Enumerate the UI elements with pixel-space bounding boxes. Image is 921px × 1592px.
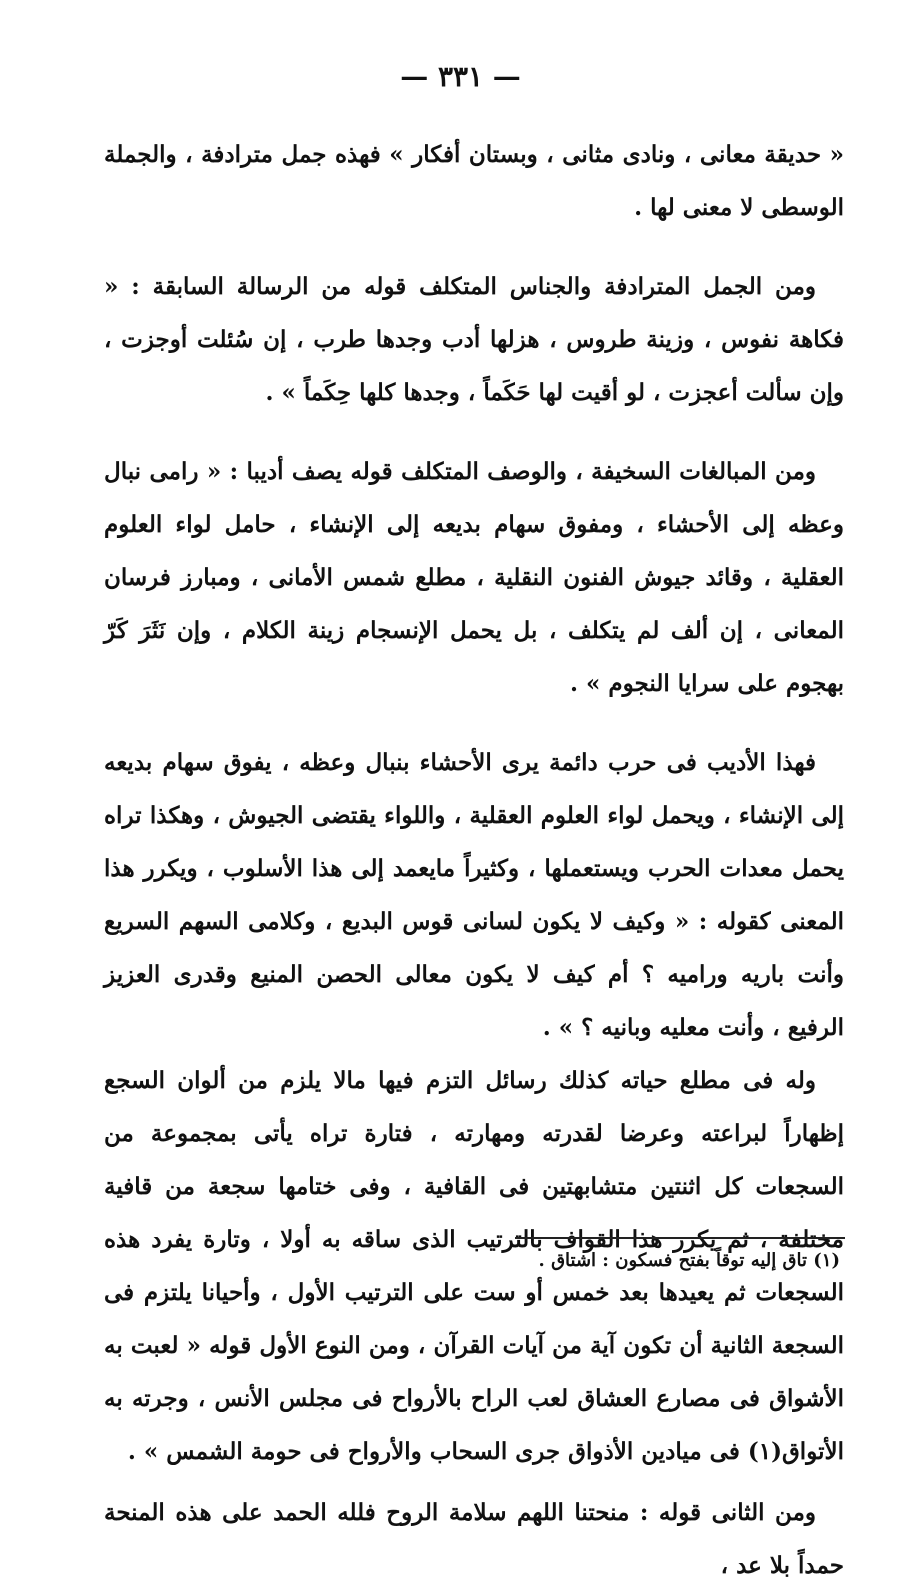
- paragraph-2: ومن الجمل المترادفة والجناس المتكلف قوله من الرسالة السابقة : « فكاهة نفوس ، وزينة طروس ، هزلها أدب وجدها طرب ، إن سُئلت أوجزت ، وإن سألت أعجزت ، لو أقيت لها حَكَماً ، وجدها كلها حِكَماً » .: [104, 273, 844, 406]
- body-text: [104, 128, 844, 1592]
- paragraph-5: وله فى مطلع حياته كذلك رسائل التزم فيها مالا يلزم من ألوان السجع إظهاراً لبراعته وعرضا لقدرته ومهارته ، فتارة تراه يأتى بمجموعة من السجعات كل اثنتين متشابهتين فى القافية ، وفى ختامها سجعة من قافية مختلفة ، ثم يكرر هذا القواف بالترتيب الذى ساقه به أولا ، وتارة يفرد هذه السجعات ثم يعيدها بعد خمس أو ست على الترتيب الأول ، وأحيانا يلتزم فى السجعة الثانية أن تكون آية من آيات القرآن ، ومن النوع الأول قوله « لعبت به الأشواق فى مصارع العشاق لعب الراح بالأرواح فى مجلس الأنس ، وجرته به الأتواق(١) فى ميادين الأذواق جرى السحاب والأرواح فى حومة الشمس » .: [104, 1067, 844, 1465]
- paragraph-4: فهذا الأديب فى حرب دائمة يرى الأحشاء بنبال وعظه ، يفوق سهام بديعه إلى الإنشاء ، ويحمل لواء العلوم العقلية ، واللواء يقتضى الجيوش ، وهكذا تراه يحمل معدات الحرب ويستعملها ، وكثيراً مايعمد إلى هذا الأسلوب ، ويكرر هذا المعنى كقوله : « وكيف لا يكون لسانى قوس البديع ، وكلامى السهم السريع وأنت باريه وراميه ؟ أم كيف لا يكون معالى الحصن المنيع وقدرى العزيز الرفيع ، وأنت معليه وبانيه ؟ » .: [104, 749, 844, 1041]
- paragraph-3: ومن المبالغات السخيفة ، والوصف المتكلف قوله يصف أديبا : « رامى نبال وعظه إلى الأحشاء ، ومفوق سهام بديعه إلى الإنشاء ، حامل لواء العلوم العقلية ، وقائد جيوش الفنون النقلية ، مطلع شمس الأمانى ، ومبارز فرسان المعانى ، إن ألف لم يتكلف ، بل يحمل الإنسجام زينة الكلام ، وإن نَثَرَ كَرّ بهجوم على سرايا النجوم » .: [104, 458, 844, 697]
- footnote: (١) تاق إليه توقاً بفتح فسكون : اشتاق .: [538, 1250, 840, 1271]
- page-number: — ٣٣١ —: [400, 60, 521, 93]
- paragraph-1: « حديقة معانى ، ونادى مثانى ، وبستان أفكار » فهذه جمل مترادفة ، والجملة الوسطى لا معنى لها .: [104, 141, 844, 221]
- paragraph-6: ومن الثانى قوله : منحتنا اللهم سلامة الروح فلله الحمد على هذه المنحة حمداً بلا عد ،: [104, 1499, 844, 1579]
- footnote-divider: [515, 1237, 845, 1239]
